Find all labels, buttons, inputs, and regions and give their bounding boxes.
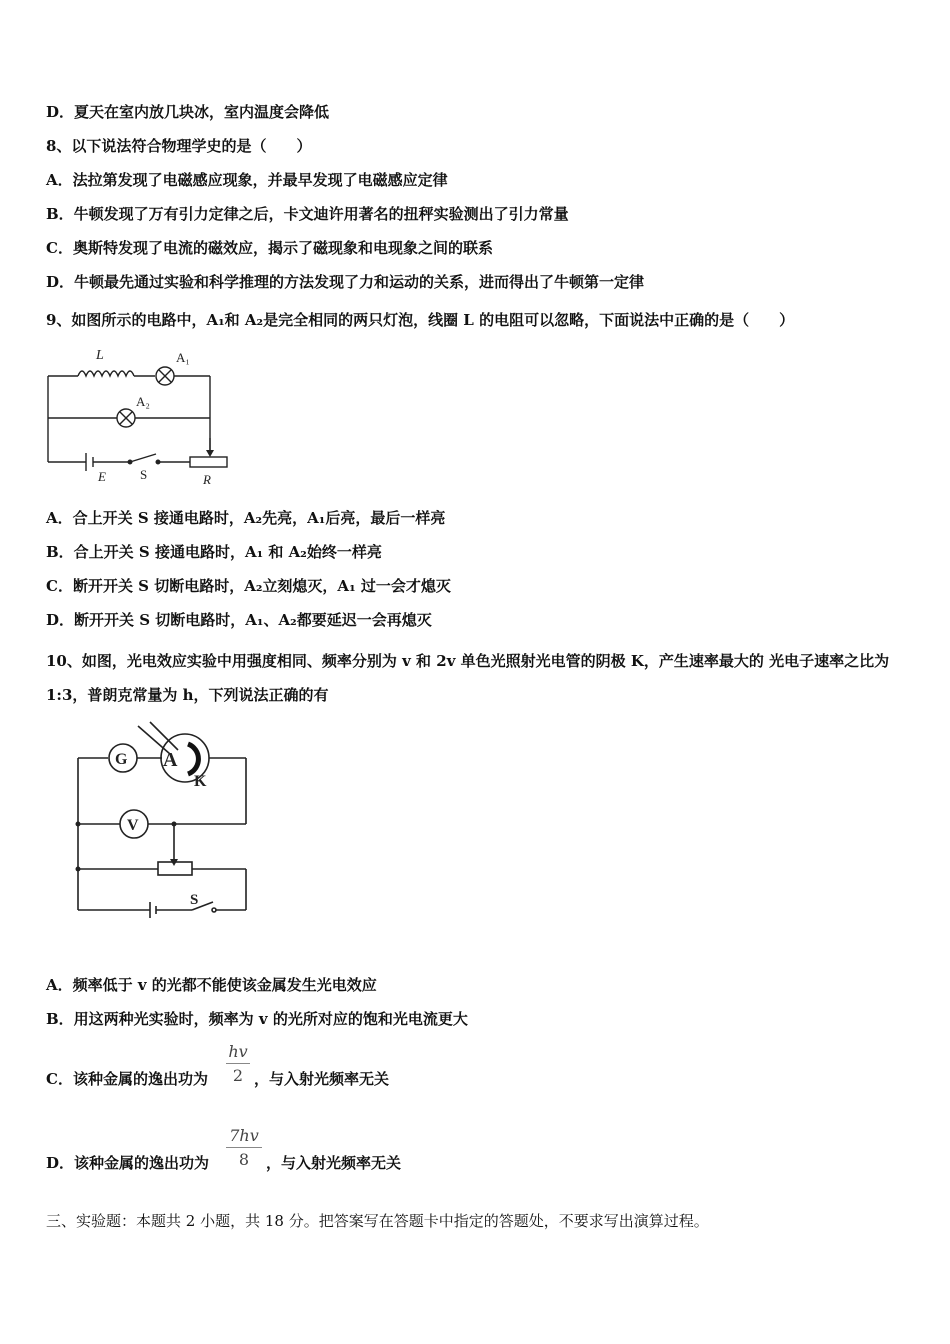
q10-option-d-denominator: 8 [238, 1150, 250, 1169]
q8-option-a: A．法拉第发现了电磁感应现象，并最早发现了电磁感应定律 [46, 171, 448, 189]
q10-label-k: K [194, 773, 207, 790]
q9-label-s: S [140, 467, 148, 482]
q9-option-c: C．断开开关 S 切断电路时，A₂立刻熄灭，A₁ 过一会才熄灭 [46, 577, 451, 595]
q10-option-c-denominator: 2 [232, 1066, 244, 1085]
q10-option-d-numerator: 7hv [226, 1126, 262, 1148]
q8-stem: 8、以下说法符合物理学史的是（ ） [46, 137, 312, 155]
q9-option-b: B．合上开关 S 接通电路时，A₁ 和 A₂始终一样亮 [46, 543, 382, 561]
q10-option-c-numerator: hv [226, 1042, 250, 1064]
q10-label-s: S [190, 892, 199, 908]
q9-option-d: D．断开开关 S 切断电路时，A₁、A₂都要延迟一会再熄灭 [46, 611, 432, 629]
q9-label-a2: A₂ [136, 394, 150, 409]
q9-label-a1: A₁ [176, 350, 190, 365]
q10-photoelectric-diagram [70, 718, 260, 923]
q10-stem: 10、如图，光电效应实验中用强度相同、频率分别为 v 和 2v 单色光照射光电管的阴极 K，产生速率最大的 光电子速率之比为 1:3，普朗克常量为 h，下列说法正确的有 [46, 652, 890, 704]
q9-label-e: E [98, 469, 106, 484]
q10-option-b: B．用这两种光实验时，频率为 v 的光所对应的饱和光电流更大 [46, 1010, 468, 1028]
q10-label-v: V [127, 817, 139, 834]
q9-circuit-diagram [40, 340, 240, 490]
q9-option-a: A．合上开关 S 接通电路时，A₂先亮，A₁后亮，最后一样亮 [46, 509, 446, 527]
q8-option-c: C．奥斯特发现了电流的磁效应，揭示了磁现象和电现象之间的联系 [46, 239, 493, 257]
q10-option-c-prefix: C．该种金属的逸出功为 [46, 1070, 208, 1088]
q10-option-d-fraction [226, 1126, 262, 1169]
q9-label-l: L [96, 348, 104, 363]
section-3-heading: 三、实验题：本题共 2 小题，共 18 分。把答案写在答题卡中指定的答题处，不要求写出演算过程。 [46, 1212, 709, 1230]
q10-option-c-fraction [226, 1042, 250, 1085]
q10-option-d-prefix: D．该种金属的逸出功为 [46, 1154, 210, 1172]
q9-label-r: R [203, 472, 211, 487]
q10-option-d-suffix: ，与入射光频率无关 [266, 1154, 402, 1172]
q8-option-b: B．牛顿发现了万有引力定律之后，卡文迪许用著名的扭秤实验测出了引力常量 [46, 205, 569, 223]
q10-label-a: A [163, 749, 178, 771]
q8-option-d: D．牛顿最先通过实验和科学推理的方法发现了力和运动的关系，进而得出了牛顿第一定律 [46, 273, 645, 291]
q10-option-a: A．频率低于 v 的光都不能使该金属发生光电效应 [46, 976, 377, 994]
q7-option-d: D．夏天在室内放几块冰，室内温度会降低 [46, 103, 330, 121]
q10-label-g: G [115, 751, 128, 768]
q10-option-c-suffix: ，与入射光频率无关 [254, 1070, 390, 1088]
q9-stem: 9、如图所示的电路中，A₁和 A₂是完全相同的两只灯泡，线圈 L 的电阻可以忽略，下面说法中正确的是（ ） [46, 311, 795, 329]
